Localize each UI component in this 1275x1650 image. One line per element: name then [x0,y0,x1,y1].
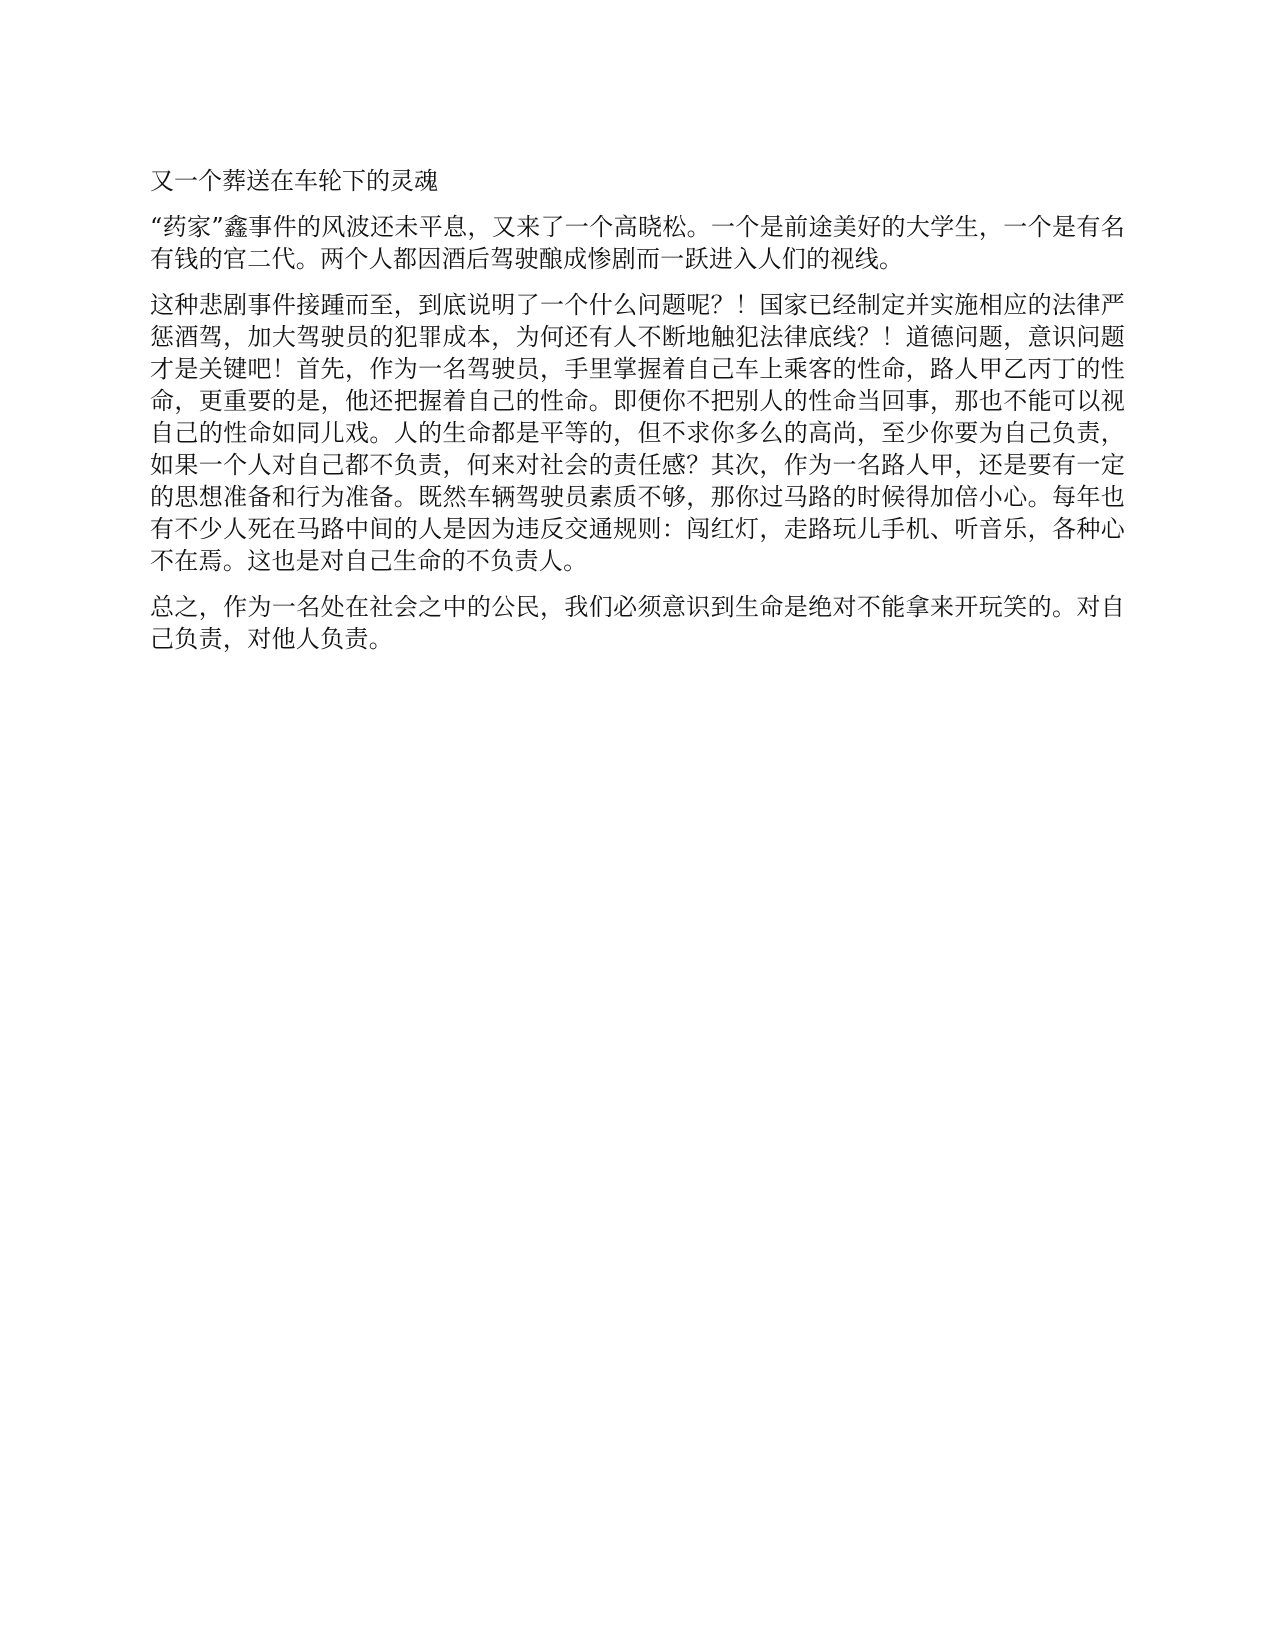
paragraph-2: 这种悲剧事件接踵而至，到底说明了一个什么问题呢？！国家已经制定并实施相应的法律严惩酒驾，加大驾驶员的犯罪成本，为何还有人不断地触犯法律底线？！道德问题，意识问题才是关键吧！首先，作为一名驾驶员，手里掌握着自己车上乘客的性命，路人甲乙丙丁的性命，更重要的是，他还把握着自己的性命。即便你不把别人的性命当回事，那也不能可以视自己的性命如同儿戏。人的生命都是平等的，但不求你多么的高尚，至少你要为自己负责，如果一个人对自己都不负责，何来对社会的责任感？其次，作为一名路人甲，还是要有一定的思想准备和行为准备。既然车辆驾驶员素质不够，那你过马路的时候得加倍小心。每年也有不少人死在马路中间的人是因为违反交通规则：闯红灯，走路玩儿手机、听音乐，各种心不在焉。这也是对自己生命的不负责人。 [150,291,1125,575]
paragraph-3: 总之，作为一名处在社会之中的公民，我们必须意识到生命是绝对不能拿来开玩笑的。对自己负责，对他人负责。 [150,593,1125,653]
document-page [150,165,1125,669]
paragraph-1: “药家”鑫事件的风波还未平息，又来了一个高晓松。一个是前途美好的大学生，一个是有名有钱的官二代。两个人都因酒后驾驶酿成惨剧而一跃进入人们的视线。 [150,213,1125,273]
document-title: 又一个葬送在车轮下的灵魂 [150,167,438,195]
